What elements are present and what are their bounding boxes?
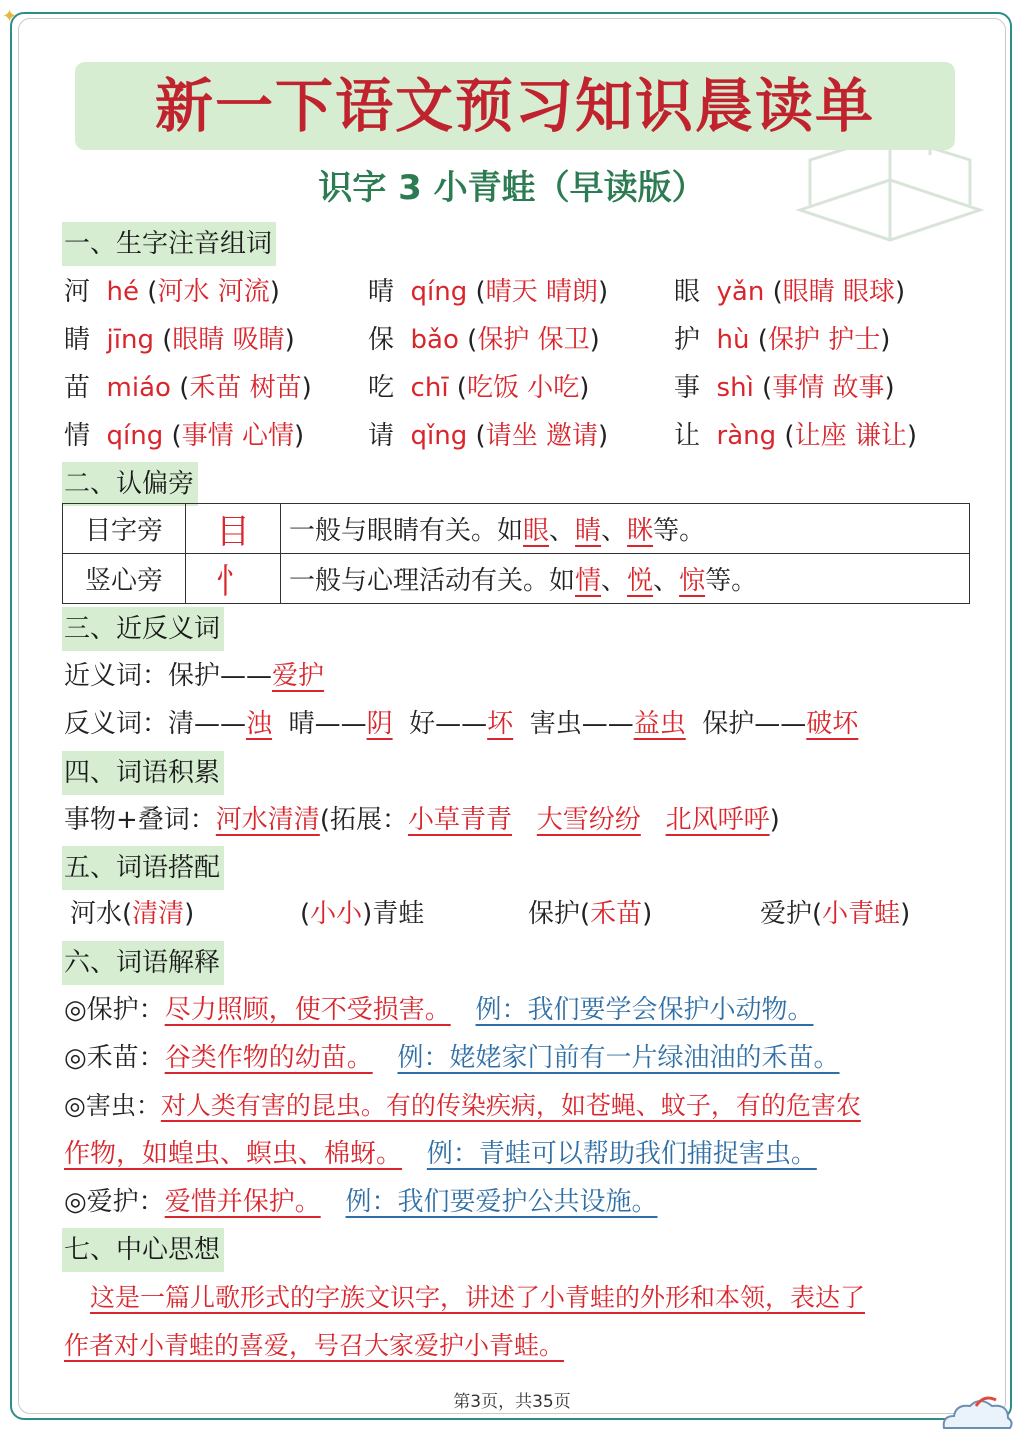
antonym-pair: 害虫——益虫: [529, 709, 686, 739]
synonym-line: [64, 656, 324, 696]
character-entry: 情 qíng (事情 心情): [64, 421, 305, 451]
match-item: 河水(清清): [70, 899, 195, 929]
accum-close: ): [769, 805, 780, 835]
section-heading-3: 三、近反义词: [62, 607, 224, 651]
radical-example: 眼: [523, 516, 550, 546]
section-heading-2: 二、认偏旁: [62, 462, 198, 506]
character-entry: 事 shì (事情 故事): [674, 373, 895, 403]
pinyin: shì: [716, 373, 754, 403]
dash: ——: [220, 661, 273, 691]
pinyin: ràng: [716, 421, 777, 451]
sparkle-icon: ✦: [2, 6, 18, 27]
accum-main: 河水清清: [215, 805, 320, 835]
central-idea-line2: 作者对小青蛙的喜爱，号召大家爱护小青蛙。: [64, 1331, 565, 1360]
character-entry: 请 qǐng (请坐 邀请): [368, 421, 609, 451]
character: 吃: [368, 373, 395, 403]
explain-term: ◎害虫：: [64, 1091, 161, 1120]
explain-def: 作物，如蝗虫、螟虫、棉蚜。: [64, 1139, 403, 1169]
radical-name: 竖心旁: [63, 554, 186, 604]
section-heading-7: 七、中心思想: [62, 1228, 224, 1272]
antonym-pair: 好——坏: [409, 709, 514, 739]
section-heading-5: 五、词语搭配: [62, 846, 224, 890]
explain-def: 爱惜并保护。: [164, 1187, 321, 1217]
cloud-icon: [936, 1392, 1016, 1432]
character-words: 保护 护士: [767, 325, 881, 355]
character: 让: [674, 421, 701, 451]
character-entry: 睛 jīng (眼睛 吸睛): [64, 325, 295, 355]
character-entry: 晴 qíng (晴天 晴朗): [368, 277, 609, 307]
title-part-1: 新一下语文预习: [154, 72, 575, 140]
character: 请: [368, 421, 395, 451]
section-heading-4: 四、词语积累: [62, 751, 224, 795]
character-words: 河水 河流: [157, 277, 270, 307]
character: 晴: [368, 277, 395, 307]
explain-term: ◎禾苗：: [64, 1043, 165, 1073]
pinyin: hù: [716, 325, 750, 355]
radical-desc: 一般与心理活动有关。如情、悦、惊等。: [281, 554, 970, 604]
pinyin: qíng: [410, 277, 468, 307]
pinyin: miáo: [106, 373, 171, 403]
antonym-label: 反义词：: [64, 709, 169, 739]
radical-example: 眯: [627, 516, 654, 546]
pinyin: qíng: [106, 421, 164, 451]
radical-desc-text: 一般与眼睛有关。如: [289, 516, 524, 546]
character-words: 事情 故事: [772, 373, 885, 403]
character-words: 事情 心情: [181, 421, 294, 451]
radical-example: 睛: [575, 516, 602, 546]
radical-table: [62, 503, 970, 604]
title-part-2: 知识晨读单: [575, 72, 876, 140]
character: 护: [674, 325, 701, 355]
radical-end: 等。: [705, 566, 758, 596]
explain-def: 谷类作物的幼苗。: [164, 1043, 373, 1073]
explain-item: [64, 1086, 861, 1126]
antonym-line: [64, 704, 858, 744]
character: 河: [64, 277, 91, 307]
accum-item: 大雪纷纷: [536, 805, 641, 835]
accum-item: 北风呼呼: [665, 805, 770, 835]
explain-example: 例：姥姥家门前有一片绿油油的禾苗。: [397, 1043, 840, 1073]
radical-example: 惊: [679, 566, 706, 596]
character-entry: 河 hé (河水 河流): [64, 277, 280, 307]
page-number: 第3页，共35页: [453, 1392, 571, 1412]
character-words: 吃饭 小吃: [466, 373, 580, 403]
character-entry: 保 bǎo (保护 保卫): [368, 325, 600, 355]
character-entry: 眼 yǎn (眼睛 眼球): [674, 277, 906, 307]
explain-def: 尽力照顾，使不受损害。: [164, 995, 451, 1025]
accum-ext: (拓展：: [319, 805, 408, 835]
radical-desc-text: 一般与心理活动有关。如: [289, 566, 576, 596]
character-entry: 吃 chī (吃饭 小吃): [368, 373, 590, 403]
explain-example: 例：我们要爱护公共设施。: [345, 1187, 658, 1217]
radical-glyph: 目: [186, 504, 281, 554]
antonym-pair: 清——浊: [168, 709, 273, 739]
character: 事: [674, 373, 701, 403]
character-words: 保护 保卫: [477, 325, 590, 355]
accum-label: 事物+叠词：: [64, 805, 216, 835]
synonym-label: 近义词：: [64, 661, 169, 691]
radical-example: 情: [575, 566, 602, 596]
pinyin: jīng: [106, 325, 154, 355]
character-words: 眼睛 眼球: [782, 277, 896, 307]
radical-example: 悦: [627, 566, 654, 596]
table-row: [63, 554, 970, 604]
radical-end: 等。: [653, 516, 706, 546]
synonym-word: 保护: [168, 661, 221, 691]
character: 苗: [64, 373, 91, 403]
accumulation-line: [64, 800, 780, 840]
explain-example: 例：青蛙可以帮助我们捕捉害虫。: [426, 1139, 817, 1169]
character-words: 晴天 晴朗: [485, 277, 598, 307]
character-words: 禾苗 树苗: [189, 373, 302, 403]
character: 眼: [674, 277, 701, 307]
pinyin: chī: [410, 373, 449, 403]
character: 情: [64, 421, 91, 451]
radical-name: 目字旁: [63, 504, 186, 554]
explain-item: [64, 1038, 840, 1078]
character-words: 请坐 邀请: [485, 421, 598, 451]
match-item: 爱护(小青蛙): [760, 899, 911, 929]
explain-term: ◎爱护：: [64, 1187, 165, 1217]
pinyin: hé: [106, 277, 140, 307]
character-entry: 护 hù (保护 护士): [674, 325, 891, 355]
match-item: (小小)青蛙: [300, 899, 425, 929]
explain-def: 对人类有害的昆虫。有的传染疾病，如苍蝇、蚊子，有的危害农: [160, 1091, 861, 1120]
radical-desc: 一般与眼睛有关。如眼、睛、眯等。: [281, 504, 970, 554]
antonym-pair: 保护——破坏: [702, 709, 859, 739]
explain-example: 例：我们要学会保护小动物。: [475, 995, 814, 1025]
character: 睛: [64, 325, 91, 355]
explain-item: [64, 990, 814, 1030]
explain-item-cont: [64, 1134, 817, 1174]
table-row: [63, 504, 970, 554]
page-title: [75, 62, 955, 150]
character: 保: [368, 325, 395, 355]
pinyin: bǎo: [410, 325, 459, 355]
accum-item: 小草青青: [407, 805, 512, 835]
radical-glyph: 忄: [186, 554, 281, 604]
section-heading-6: 六、词语解释: [62, 941, 224, 985]
explain-item: [64, 1182, 658, 1222]
character-words: 让座 谦让: [794, 421, 907, 451]
match-item: 保护(禾苗): [528, 899, 653, 929]
character-words: 眼睛 吸睛: [172, 325, 285, 355]
pinyin: yǎn: [716, 277, 765, 307]
section-heading-1: 一、生字注音组词: [62, 222, 276, 266]
antonym-pair: 晴——阴: [288, 709, 393, 739]
character-entry: 苗 miáo (禾苗 树苗): [64, 373, 312, 403]
lesson-subtitle: 识字 3 小青蛙（早读版）: [318, 168, 706, 208]
synonym-answer: 爱护: [272, 661, 325, 691]
central-idea-line1: 这是一篇儿歌形式的字族文识字，讲述了小青蛙的外形和本领，表达了: [90, 1283, 866, 1312]
pinyin: qǐng: [410, 421, 468, 451]
explain-term: ◎保护：: [64, 995, 165, 1025]
character-entry: 让 ràng (让座 谦让): [674, 421, 917, 451]
